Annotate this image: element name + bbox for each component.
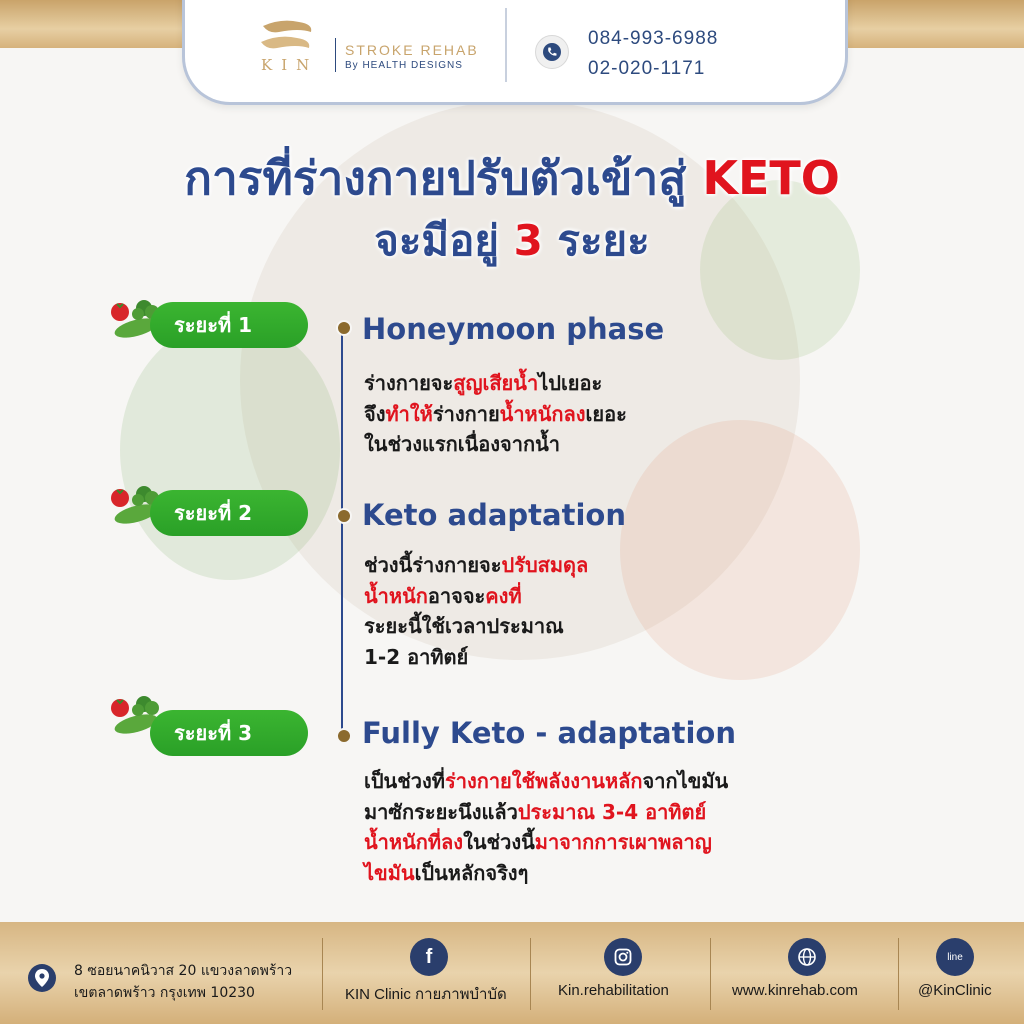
phase-body-line: [364, 429, 627, 460]
footer-separator: [710, 938, 711, 1010]
phase-body-line: [364, 642, 588, 673]
title-text: จะมีอยู่: [374, 216, 514, 265]
phase-pill-3: ระยะที่ 3: [150, 710, 308, 756]
phase-pill-1: ระยะที่ 1: [150, 302, 308, 348]
phase-body-3: [364, 766, 728, 888]
footer: [0, 922, 1024, 1024]
body-text: จากไขมัน: [642, 769, 729, 793]
highlighted-text: ทำให้: [385, 401, 433, 426]
highlighted-text: ประมาณ 3-4 อาทิตย์: [517, 799, 707, 824]
title-number: 3: [513, 216, 543, 265]
phone-number-2[interactable]: 02-020-1171: [588, 58, 706, 79]
globe-icon[interactable]: [788, 938, 826, 976]
logo-kin-text: KIN: [261, 56, 319, 74]
body-text: ไปเยอะ: [538, 371, 603, 395]
timeline-dot: [336, 728, 352, 744]
location-pin-icon: [28, 964, 56, 992]
phase-title-3: Fully Keto - adaptation: [362, 716, 736, 750]
phase-title-2: Keto adaptation: [362, 498, 626, 532]
body-text: มาซักระยะนึงแล้ว: [364, 799, 518, 824]
title-text: ระยะ: [542, 216, 650, 265]
line-icon[interactable]: [936, 938, 974, 976]
page-title-line-2: [0, 208, 1024, 274]
highlighted-text: ปรับสมดุล: [501, 553, 589, 577]
timeline-dot: [336, 320, 352, 336]
timeline-line: [341, 326, 343, 736]
top-gold-bar-left: [0, 0, 200, 48]
phase-body-line: [364, 368, 627, 399]
body-text: ร่างกายจะ: [364, 371, 454, 395]
facebook-icon[interactable]: f: [410, 938, 448, 976]
footer-separator: [530, 938, 531, 1010]
kin-logo-mark-icon: [259, 18, 317, 60]
phase-body-1: [364, 368, 627, 460]
highlighted-text: ร่างกายใช้พลังงานหลัก: [444, 769, 643, 793]
facebook-link[interactable]: KIN Clinic กายภาพบำบัด: [345, 986, 507, 1003]
body-text: ร่างกาย: [432, 401, 500, 426]
page-title-line-1: [0, 142, 1024, 215]
footer-separator: [898, 938, 899, 1010]
phase-body-line: [364, 611, 588, 642]
body-text: 1-2 อาทิตย์: [364, 644, 469, 669]
highlighted-text: น้ำหนักที่ลง: [364, 830, 464, 854]
phase-body-line: [364, 797, 728, 828]
phase-body-2: [364, 550, 588, 672]
body-text: ในช่วงนี้: [463, 830, 535, 854]
logo-divider: [335, 38, 336, 72]
phone-icon: [535, 35, 569, 69]
logo-by-text: By HEALTH DESIGNS: [345, 60, 463, 71]
address-line-1: 8 ซอยนาคนิวาส 20 แขวงลาดพร้าว: [74, 963, 293, 979]
body-text: จึง: [364, 401, 386, 426]
header-separator: [505, 8, 507, 82]
background-decoration: [620, 420, 860, 680]
line-id-link[interactable]: @KinClinic: [918, 982, 992, 999]
highlighted-text: สูญเสียน้ำ: [453, 371, 539, 395]
website-link[interactable]: www.kinrehab.com: [732, 982, 858, 999]
phase-title-1: Honeymoon phase: [362, 312, 665, 346]
phase-body-line: [364, 858, 728, 889]
instagram-link[interactable]: Kin.rehabilitation: [558, 982, 669, 999]
address-line-2: เขตลาดพร้าว กรุงเทพ 10230: [74, 985, 255, 1001]
phase-body-line: [364, 399, 627, 430]
body-text: อาจจะ: [427, 583, 486, 608]
phase-body-line: [364, 550, 588, 581]
instagram-icon[interactable]: [604, 938, 642, 976]
body-text: ระยะนี้ใช้เวลาประมาณ: [364, 614, 564, 638]
body-text: เป็นช่วงที่: [364, 769, 445, 793]
phase-body-line: [364, 766, 728, 797]
phase-body-line: [364, 827, 728, 858]
body-text: เยอะ: [585, 401, 627, 426]
highlighted-text: คงที่: [485, 583, 522, 608]
highlighted-text: น้ำหนัก: [364, 583, 428, 608]
title-text: การที่ร่างกายปรับตัวเข้าสู่: [184, 151, 703, 205]
timeline-dot: [336, 508, 352, 524]
top-gold-bar-right: [824, 0, 1024, 48]
body-text: เป็นหลักจริงๆ: [414, 860, 529, 885]
phase-pill-2: ระยะที่ 2: [150, 490, 308, 536]
body-text: ช่วงนี้ร่างกายจะ: [364, 553, 502, 577]
title-keto: KETO: [702, 151, 840, 205]
highlighted-text: มาจากการเผาพลาญ: [534, 830, 712, 854]
phase-body-line: [364, 581, 588, 612]
header-card: [182, 0, 848, 105]
highlighted-text: ไขมัน: [364, 860, 415, 885]
highlighted-text: น้ำหนักลง: [499, 401, 586, 426]
line-icon-text: line: [947, 951, 963, 963]
background-decoration: [120, 320, 340, 580]
footer-separator: [322, 938, 323, 1010]
body-text: ในช่วงแรกเนื่องจากน้ำ: [364, 432, 560, 456]
phone-number-1[interactable]: 084-993-6988: [588, 28, 719, 49]
logo-stroke-rehab-text: STROKE REHAB: [345, 42, 479, 58]
